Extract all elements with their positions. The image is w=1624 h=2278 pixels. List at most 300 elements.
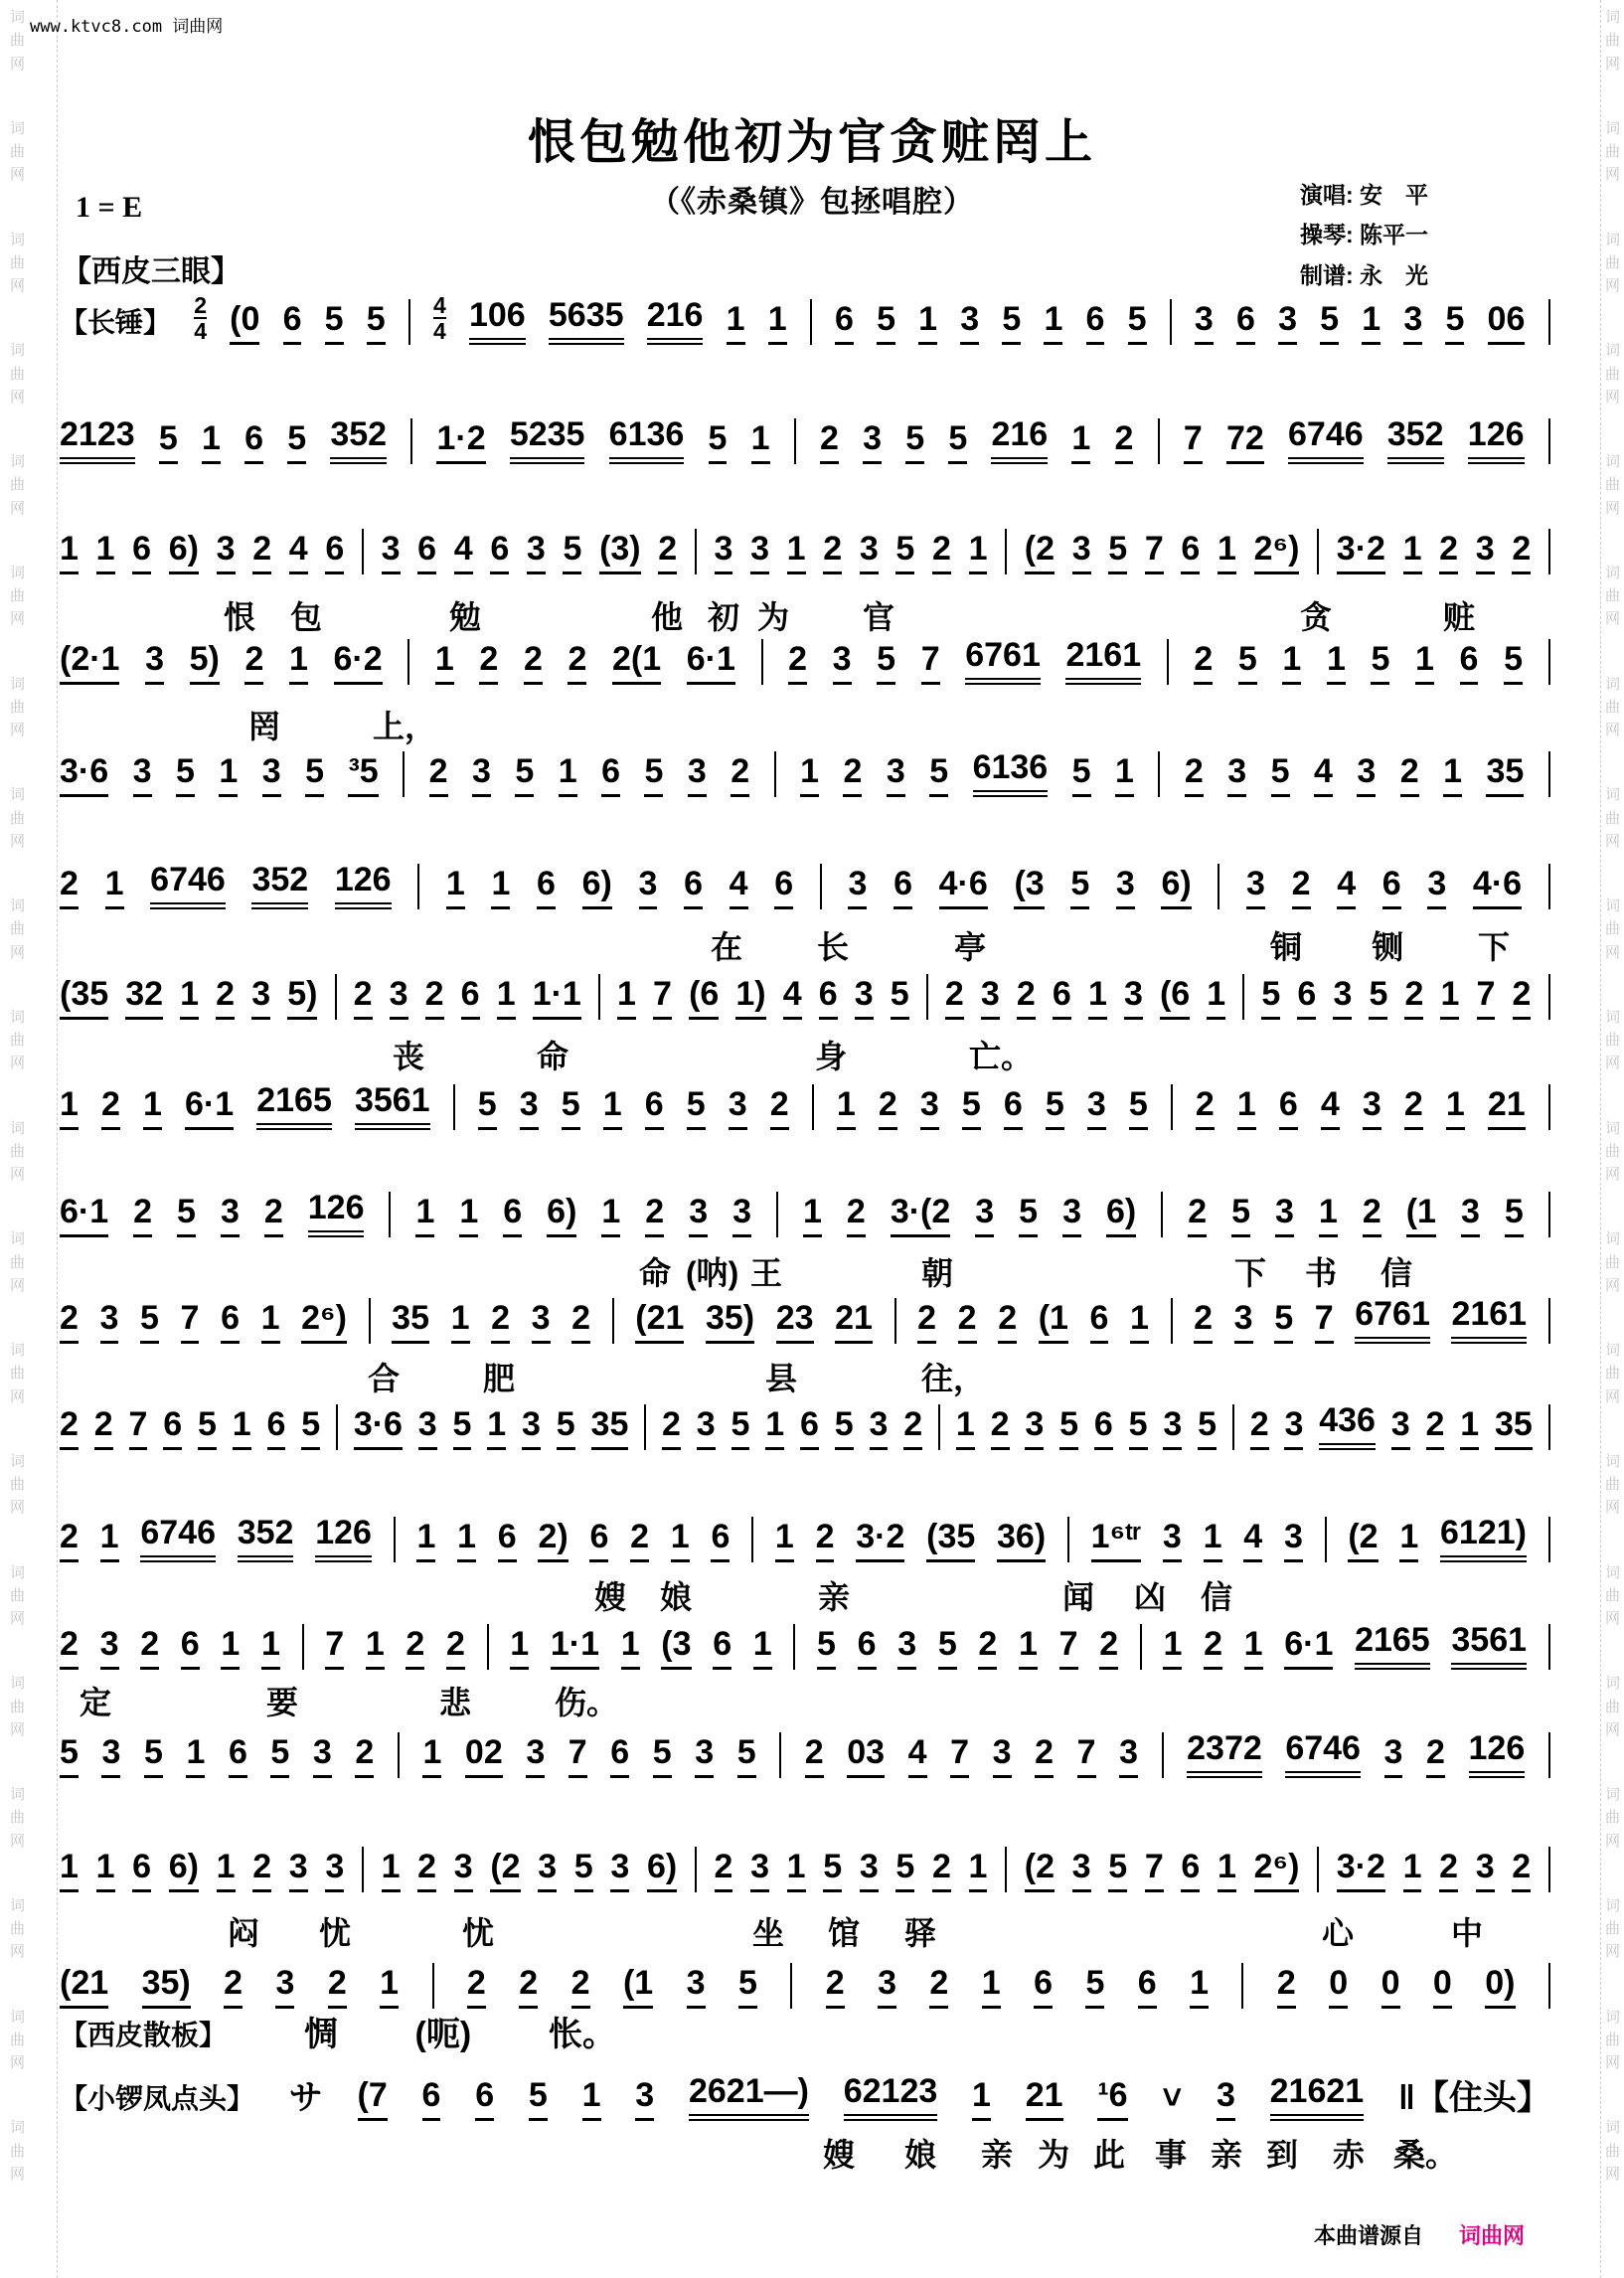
notation-cell: 6 <box>498 1520 517 1562</box>
notation-cell: 2 <box>998 1301 1017 1344</box>
barline <box>1171 1298 1173 1344</box>
notation-cell: 5 <box>1070 867 1089 909</box>
notation-cell: 3 <box>1124 977 1143 1020</box>
lyric-syllable: 此 <box>1093 2137 1126 2173</box>
barline <box>1170 299 1172 345</box>
notation-cell: 3 <box>1072 532 1091 574</box>
notation-cell: 6 <box>132 1850 151 1892</box>
notation-cell: 2 <box>133 1195 152 1237</box>
notation-cell: 2372 <box>1187 1731 1262 1778</box>
lyric-syllable: (呐) <box>686 1255 739 1291</box>
lyric-syllable: 悲 <box>439 1685 472 1720</box>
notation-cell: 2⁶) <box>1254 532 1300 574</box>
notation-cell: 3 <box>860 532 879 574</box>
notation-cell: 3 <box>1333 977 1352 1020</box>
notation-cell: 2 <box>1185 754 1204 797</box>
notation-cell: 2 <box>571 1301 590 1344</box>
notation-cell: 6·1 <box>1284 1627 1333 1670</box>
notation-cell: 5 <box>325 302 344 345</box>
notation-cell: 6 <box>835 302 854 345</box>
notation-cell: 怅。 <box>548 2016 616 2053</box>
watermark-text: 词曲网 <box>10 1452 26 1517</box>
barline <box>598 974 600 1020</box>
notation-cell: 1 <box>765 1407 784 1450</box>
notation-cell: 6 <box>684 867 703 909</box>
notation-cell: 1 <box>768 302 787 345</box>
lyric-row <box>0 1248 1624 1290</box>
notation-cell: 3·6 <box>354 1407 403 1450</box>
notation-cell: 2 <box>731 754 749 797</box>
notation-cell: 1 <box>601 1195 620 1237</box>
barline <box>1548 974 1550 1020</box>
barline <box>407 639 409 685</box>
notation-cell: 6 <box>610 1735 629 1778</box>
notation-cell: 6136 <box>973 750 1049 797</box>
notation-label: 【小锣凤点头】 <box>60 2083 255 2114</box>
notation-system <box>60 1083 1550 1130</box>
notation-cell: 21 <box>835 1301 873 1344</box>
notation-cell: 2 <box>1404 977 1423 1020</box>
notation-cell: 3 <box>920 1087 939 1130</box>
lyric-syllable: 恨 <box>224 599 256 635</box>
notation-cell: 2 <box>826 1966 845 2009</box>
notation-cell: 2 <box>264 1195 283 1237</box>
notation-cell: 6 <box>645 1087 664 1130</box>
barline <box>1162 1732 1164 1778</box>
notation-cell: 2 <box>216 977 235 1020</box>
notation-cell: (2 <box>1025 532 1055 574</box>
notation-cell: 5) <box>190 642 220 685</box>
notation-cell: 1 <box>510 1627 529 1670</box>
watermark-text: 词曲网 <box>10 1342 26 1405</box>
notation-cell: 5 <box>1445 302 1464 345</box>
notation-cell: 5 <box>835 1407 854 1450</box>
lyric-syllable: 嫂 <box>594 1579 627 1615</box>
lyric-row <box>0 1678 1624 1719</box>
barline <box>302 1624 304 1670</box>
notation-cell: 5 <box>144 1735 163 1778</box>
footer-source-text: 本曲谱源自 <box>1314 2223 1424 2248</box>
notation-cell: 6746 <box>1288 417 1364 464</box>
notation-cell: 3 <box>1461 1195 1480 1237</box>
notation-cell: (呃) <box>414 2016 472 2053</box>
notation-cell: 03 <box>847 1735 885 1778</box>
notation-cell: 5 <box>1019 1195 1038 1237</box>
notation-cell: 2 <box>429 754 448 797</box>
notation-cell: 7 <box>129 1407 148 1450</box>
notation-cell: 5 <box>962 1087 981 1130</box>
notation-system <box>60 974 1550 1020</box>
notation-cell: 2 <box>978 1627 997 1670</box>
lyric-syllable: 娘 <box>904 2137 937 2173</box>
notation-cell: 1 <box>559 754 577 797</box>
notation-cell: 1⁶ᵗʳ <box>1091 1520 1142 1562</box>
barline <box>1548 1192 1550 1237</box>
notation-system <box>60 1847 1550 1892</box>
notation-cell: 2 <box>958 1301 977 1344</box>
notation-cell: 2(1 <box>612 642 661 685</box>
barline <box>1548 1404 1550 1450</box>
notation-cell: 2 <box>770 1087 789 1130</box>
barline <box>453 1084 455 1130</box>
notation-cell: 2 <box>932 1850 951 1892</box>
notation-cell: 7 <box>1059 1627 1078 1670</box>
notation-cell: 6·1 <box>687 642 735 685</box>
notation-cell: 1 <box>1130 1301 1149 1344</box>
notation-cell: 5 <box>1320 302 1339 345</box>
notation-cell: 5 <box>305 754 324 797</box>
notation-cell: 3 <box>750 1850 769 1892</box>
notation-cell: 4 <box>730 867 748 909</box>
notation-cell: 1 <box>416 1520 435 1562</box>
barline <box>487 1624 489 1670</box>
notation-cell: ˅ <box>1162 2079 1183 2117</box>
lyric-syllable: 亲 <box>1211 2137 1243 2173</box>
notation-cell: 2 <box>1513 977 1532 1020</box>
notation-cell: 3 <box>1217 2078 1235 2121</box>
notation-cell: 5635 <box>549 298 624 345</box>
notation-cell: 1 <box>1207 977 1225 1020</box>
lyric-syllable: 桑。 <box>1393 2137 1458 2173</box>
lyric-syllable: 王 <box>750 1255 783 1291</box>
notation-cell: 3 <box>635 2078 654 2121</box>
watermark-text: 词曲网 <box>10 119 26 184</box>
barline <box>820 864 822 909</box>
notation-cell: 5 <box>938 1627 957 1670</box>
lyric-row <box>0 1354 1624 1395</box>
notation-cell: 6746 <box>140 1516 216 1562</box>
notation-cell: 6136 <box>609 417 685 464</box>
lyric-syllable: 信 <box>1380 1255 1413 1291</box>
notation-cell: 1 <box>497 977 516 1020</box>
notation-cell: 4 <box>1337 867 1356 909</box>
notation-cell: 2 <box>1035 1735 1054 1778</box>
notation-cell: 2 <box>879 1087 897 1130</box>
lyric-syllable: 为 <box>757 599 790 635</box>
notation-cell: 3 <box>689 1195 708 1237</box>
notation-cell: 3 <box>639 867 658 909</box>
lyric-syllable: 嫂 <box>823 2137 856 2173</box>
notation-cell: 1 <box>972 2078 991 2121</box>
barline <box>1067 1517 1069 1562</box>
notation-cell: 35) <box>706 1301 754 1344</box>
notation-cell: 62123 <box>844 2074 938 2121</box>
notation-cell: 2 <box>252 532 271 574</box>
notation-cell: 1 <box>221 1627 240 1670</box>
lyric-row <box>0 2130 1624 2172</box>
notation-cell: 2 <box>1426 1735 1445 1778</box>
page-title: 恨包勉他初为官贪赃罔上 <box>527 116 1096 169</box>
notation-cell: 2161 <box>1451 1297 1527 1344</box>
notation-cell: 2 <box>1250 1407 1269 1450</box>
notation-cell: 3 <box>527 532 546 574</box>
notation-cell: 2 <box>1439 1850 1458 1892</box>
notation-cell: 5 <box>737 1735 756 1778</box>
notation-cell: 1 <box>186 1735 205 1778</box>
notation-cell: 2 <box>903 1407 922 1450</box>
notation-cell: 1 <box>491 867 510 909</box>
notation-cell: 3 <box>133 754 152 797</box>
notation-cell: 6 <box>267 1407 286 1450</box>
barline <box>417 864 419 909</box>
notation-cell: 3 <box>610 1850 629 1892</box>
notation-cell: (6 <box>1160 977 1190 1020</box>
watermark-text: 词曲网 <box>10 564 26 628</box>
notation-cell: 3 <box>975 1195 994 1237</box>
notation-cell: 3 <box>520 1087 539 1130</box>
notation-cell: 3 <box>1476 532 1495 574</box>
notation-cell: (3) <box>599 532 641 574</box>
notation-cell: 5 <box>574 1850 593 1892</box>
notation-cell: 32 <box>125 977 163 1020</box>
notation-cell: 7 <box>950 1735 969 1778</box>
notation-cell: 5 <box>1261 977 1280 1020</box>
notation-cell: 1 <box>787 1850 806 1892</box>
notation-cell: 4 <box>1321 1087 1340 1130</box>
notation-cell: 2 <box>417 1850 436 1892</box>
notation-cell: 6 <box>1138 1966 1157 2009</box>
notation-cell: 2123 <box>60 417 135 464</box>
notation-cell: 6 <box>1086 302 1105 345</box>
lyric-syllable: 信 <box>1201 1579 1233 1615</box>
notation-cell: 126 <box>308 1191 365 1237</box>
barline <box>1548 1084 1550 1130</box>
notation-system <box>60 1516 1550 1562</box>
notation-cell: 2 <box>991 1407 1010 1450</box>
notation-cell: 6) <box>169 532 199 574</box>
lyric-syllable: 贪 <box>1300 599 1333 635</box>
notation-cell: 3 <box>1246 867 1265 909</box>
notation-cell: (21 <box>635 1301 684 1344</box>
notation-system <box>60 750 1550 797</box>
notation-cell: 2 <box>467 1966 486 2009</box>
barline <box>1167 639 1169 685</box>
lyric-syllable: 心 <box>1322 1915 1355 1951</box>
notation-cell: (1 <box>1406 1195 1436 1237</box>
notation-cell: 3 <box>532 1301 551 1344</box>
notation-cell: 2165 <box>1355 1623 1430 1670</box>
notation-cell: 3 <box>251 977 270 1020</box>
notation-cell: (3 <box>661 1627 691 1670</box>
notation-system <box>60 1191 1550 1237</box>
notation-cell: 3·2 <box>1337 1850 1385 1892</box>
notation-cell: 1 <box>217 1850 236 1892</box>
watermark-text: 词曲网 <box>1605 897 1621 961</box>
notation-cell: 3 <box>1163 1407 1182 1450</box>
notation-cell: 5 <box>198 1407 217 1450</box>
notation-cell: 1 <box>1115 754 1134 797</box>
notation-cell: 2 <box>816 1520 835 1562</box>
notation-cell: 1 <box>671 1520 690 1562</box>
notation-cell: 2 <box>524 642 543 685</box>
notation-cell: 1 <box>1403 1850 1422 1892</box>
notation-cell: 3 <box>472 754 491 797</box>
notation-cell: 2 <box>1188 1195 1207 1237</box>
notation-cell: 2 <box>244 642 263 685</box>
notation-cell: 1 <box>435 642 454 685</box>
notation-cell: 1 <box>451 1301 470 1344</box>
lyric-row <box>0 922 1624 964</box>
notation-cell: 3 <box>100 1627 119 1670</box>
notation-system <box>60 1297 1550 1344</box>
watermark-text: 词曲网 <box>10 453 26 517</box>
notation-cell: 6761 <box>965 638 1041 685</box>
notation-cell: 2 <box>630 1520 649 1562</box>
notation-cell: 2 <box>1400 754 1419 797</box>
lyric-syllable: 忧 <box>462 1915 495 1951</box>
notation-cell: 126 <box>1468 417 1525 464</box>
notation-cell: 126 <box>315 1516 372 1562</box>
notation-cell: 1 <box>787 532 806 574</box>
notation-cell: 6 <box>475 2078 494 2121</box>
notation-cell: 2 <box>715 1850 733 1892</box>
notation-cell: 6 <box>711 1520 730 1562</box>
barline <box>1005 529 1007 574</box>
notation-cell: 3 <box>1427 867 1446 909</box>
notation-cell: 3 <box>538 1850 557 1892</box>
notation-cell: 1 <box>800 754 819 797</box>
watermark-text: 词曲网 <box>1605 1342 1621 1405</box>
notation-cell: 5 <box>478 1087 497 1130</box>
notation-cell: 2 <box>788 642 807 685</box>
notation-cell: 2 <box>328 1966 347 2009</box>
notation-system <box>60 638 1550 685</box>
time-signature: $\frac{4}{4}$ <box>433 292 446 345</box>
notation-cell: 2 <box>101 1087 120 1130</box>
notation-system <box>60 2018 616 2057</box>
notation-cell: 5 <box>1129 1407 1148 1450</box>
notation-cell: 2 <box>1196 1087 1215 1130</box>
notation-cell: 1 <box>918 302 937 345</box>
barline <box>1548 1847 1550 1892</box>
notation-cell: 3 <box>522 1407 541 1450</box>
notation-cell: 0 <box>1329 1966 1348 2009</box>
barline <box>410 418 412 464</box>
notation-cell: 3 <box>1116 867 1135 909</box>
notation-cell: 5 <box>367 302 386 345</box>
barline <box>1241 1963 1243 2009</box>
notation-cell: 7 <box>181 1301 200 1344</box>
lyric-syllable: 要 <box>266 1685 299 1720</box>
barline <box>1218 864 1219 909</box>
notation-cell: 6 <box>601 754 620 797</box>
notation-cell: 35 <box>392 1301 429 1344</box>
notation-cell: 7 <box>1145 1850 1164 1892</box>
notation-cell: 5 <box>905 421 924 464</box>
notation-cell: 1 <box>1204 1520 1222 1562</box>
notation-cell: 3 <box>101 1735 120 1778</box>
notation-cell: 6) <box>582 867 612 909</box>
notation-cell: 6 <box>1094 1407 1113 1450</box>
barline <box>1548 1963 1550 2009</box>
notation-cell: 6) <box>547 1195 576 1237</box>
notation-cell: 3 <box>1163 1520 1182 1562</box>
barline <box>761 639 763 685</box>
notation-cell: 1 <box>1218 532 1236 574</box>
notation-cell: 5 <box>1271 754 1290 797</box>
notation-cell: 2 <box>847 1195 866 1237</box>
notation-cell: 5) <box>287 977 317 1020</box>
notation-cell: 2 <box>843 754 862 797</box>
notation-cell: 2 <box>224 1966 243 2009</box>
notation-cell: 5 <box>1274 1301 1293 1344</box>
notation-cell: 2 <box>140 1627 159 1670</box>
notation-cell: 3 <box>732 1195 751 1237</box>
notation-cell: 3 <box>1119 1735 1138 1778</box>
watermark-text: 词曲网 <box>1605 9 1621 73</box>
notation-cell: 6 <box>1382 867 1401 909</box>
notation-cell: 3 <box>1227 754 1246 797</box>
notation-cell: 3 <box>1275 1195 1294 1237</box>
notation-cell: 5 <box>1108 532 1127 574</box>
notation-cell: 2 <box>932 532 951 574</box>
notation-cell: サ <box>288 2079 323 2117</box>
notation-cell: 3 <box>313 1735 332 1778</box>
notation-cell: 3561 <box>355 1083 430 1130</box>
notation-cell: 6 <box>1181 532 1200 574</box>
barline <box>1548 418 1550 464</box>
notation-cell: 2 <box>820 421 839 464</box>
notation-system <box>60 1963 1550 2009</box>
watermark-text: 词曲网 <box>1605 1452 1621 1517</box>
notation-cell: 1 <box>753 1627 772 1670</box>
notation-cell: 06 <box>1488 302 1526 345</box>
barline <box>1548 864 1550 909</box>
notation-cell: 126 <box>1469 1731 1526 1778</box>
notation-cell: 106 <box>469 298 526 345</box>
notation-cell: 7 <box>921 642 940 685</box>
lyric-syllable: 亲 <box>981 2137 1014 2173</box>
notation-cell: 2 <box>1194 1301 1213 1344</box>
notation-cell: 3 <box>860 1850 879 1892</box>
notation-cell: 6 <box>283 302 302 345</box>
notation-cell: 1 <box>1044 302 1062 345</box>
notation-cell: 1 <box>459 1195 478 1237</box>
notation-cell: 5 <box>895 532 914 574</box>
lyric-syllable: 勉 <box>449 599 482 635</box>
notation-cell: 3 <box>897 1627 916 1670</box>
barline <box>1317 1847 1319 1892</box>
notation-cell: 3 <box>1025 1407 1044 1450</box>
notation-cell: 2 <box>1292 867 1311 909</box>
notation-cell: 6746 <box>1285 1731 1361 1778</box>
notation-cell: 1·1 <box>551 1627 599 1670</box>
notation-cell: 5 <box>1108 1850 1127 1892</box>
barline <box>812 1084 814 1130</box>
notation-cell: 5 <box>929 754 948 797</box>
barline <box>793 1624 795 1670</box>
notation-cell: 3 <box>217 532 236 574</box>
notation-cell: 5 <box>453 1407 472 1450</box>
notation-cell: 1 <box>1403 532 1422 574</box>
notation-cell: 35) <box>142 1966 191 2009</box>
notation-cell: 4 <box>783 977 802 1020</box>
watermark-text: 词曲网 <box>1605 786 1621 850</box>
notation-cell: ³5 <box>348 754 378 797</box>
notation-label: 【长锤】 <box>60 307 172 339</box>
notation-cell: 2 <box>94 1407 113 1450</box>
notation-cell: 3 <box>863 421 882 464</box>
notation-cell: 6 <box>325 532 344 574</box>
notation-cell: 7 <box>1077 1735 1096 1778</box>
notation-cell: 1 <box>233 1407 251 1450</box>
notation-cell: 3 <box>878 1966 896 2009</box>
barline <box>1548 1624 1550 1670</box>
notation-cell: 5 <box>270 1735 289 1778</box>
notation-cell: 3 <box>729 1087 747 1130</box>
notation-cell: 1 <box>422 1735 441 1778</box>
notation-cell: 7 <box>653 977 672 1020</box>
